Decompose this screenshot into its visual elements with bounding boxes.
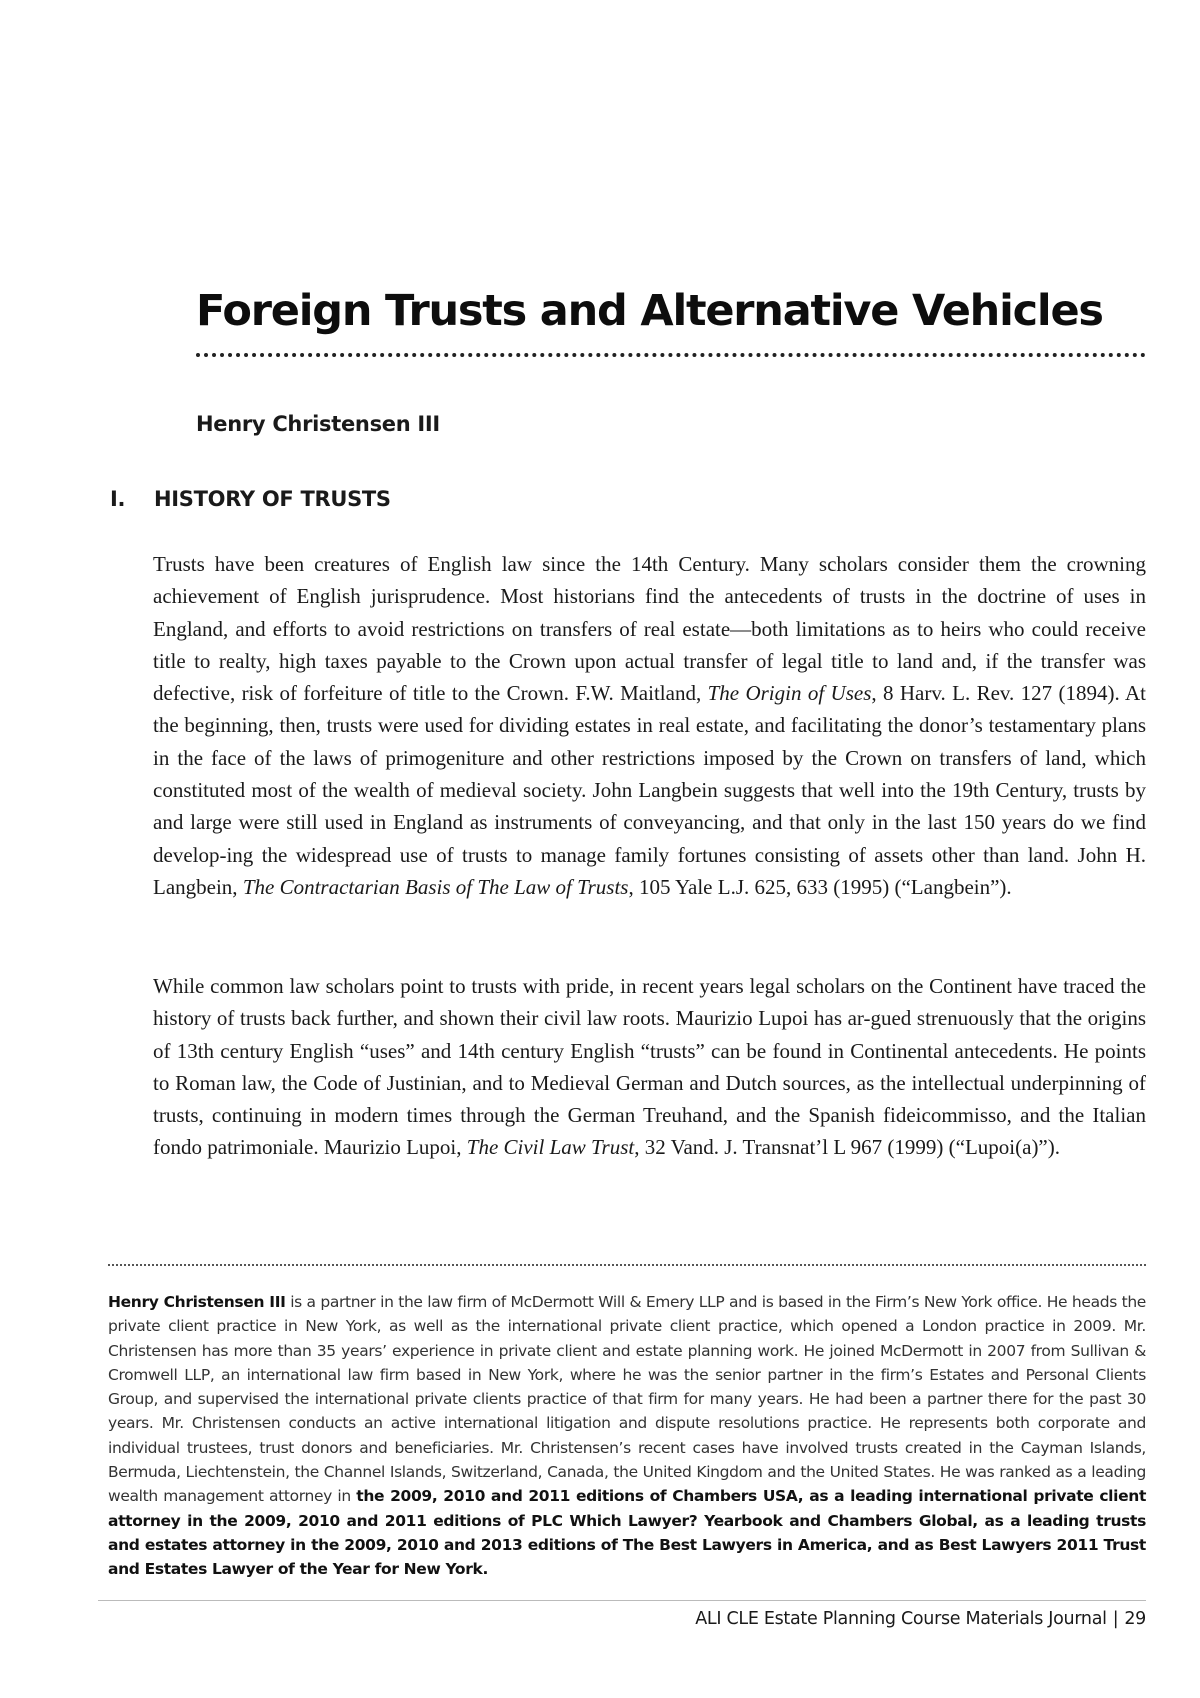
section-heading — [110, 485, 391, 513]
paragraph-text: , 32 Vand. J. Transnat’l L 967 (1999) (“Lupoi(a)”). — [634, 1135, 1060, 1160]
author-bio — [108, 1290, 1146, 1582]
page-footer — [695, 1607, 1146, 1631]
journal-name: ALI CLE Estate Planning Course Materials Journal — [695, 1609, 1107, 1629]
bio-text-bold: the 2009, 2010 and 2011 editions of Chambers USA, as a leading international private client attorney in the 2009, 2010 and 2011 editions of PLC Which Lawyer? Yearbook and Chambers Global, as a leading trusts and estates attorney in the 2009, 2010 and 2013 editions of The Best Lawyers in America, and as Best Lawyers 2011 Trust and Estates Lawyer of the Year for New York. — [108, 1487, 1147, 1579]
section-title: HISTORY OF TRUSTS — [154, 487, 391, 511]
article-title: Foreign Trusts and Alternative Vehicles — [196, 286, 1103, 336]
paragraph-text: While common law scholars point to trusts with pride, in recent years legal scholars on the Continent have traced the history of trusts back further, and shown their civil law roots. Maurizio Lupoi has ar-gued strenuously that the origins of 13th century English “uses” and 14th century English “trusts” can be found in Continental antecedents. He points to Roman law, the Code of Justinian, and to Medieval German and Dutch sources, as the intellectual underpinning of trusts, continuing in modern times through the German Treuhand, and the Spanish fideicommisso, and the Italian fondo patrimoniale. Maurizio Lupoi, — [153, 974, 1146, 1160]
footer-separator: | — [1112, 1609, 1119, 1629]
bio-author-name: Henry Christensen III — [108, 1293, 286, 1311]
case-citation-title: The Civil Law Trust — [466, 1135, 635, 1160]
author-name: Henry Christensen III — [196, 412, 440, 436]
body-paragraph-1 — [153, 548, 1146, 903]
section-number: I. — [110, 487, 126, 511]
title-dotted-divider — [196, 353, 1146, 357]
page-number: 29 — [1124, 1609, 1146, 1629]
paragraph-text: Trusts have been creatures of English law since the 14th Century. Many scholars consider them the crowning achievement of English jurisprudence. Most historians find the antecedents of trusts in the doctrine of uses in England, and efforts to avoid restrictions on transfers of real estate—both limitations as to heirs who could receive title to realty, high taxes payable to the Crown upon actual transfer of legal title to land and, if the transfer was defective, risk of forfeiture of title to the Crown. F.W. Maitland, — [153, 552, 1146, 706]
bio-text: is a partner in the law firm of McDermott Will & Emery LLP and is based in the Firm’s New York office. He heads the private client practice in New York, as well as the international private client practice, which opened a London practice in 2009. Mr. Christensen has more than 35 years’ experience in private client and estate planning work. He joined McDermott in 2007 from Sullivan & Cromwell LLP, an international law firm based in New York, where he was the senior partner in the firm’s Estates and Personal Clients Group, and supervised the international private clients practice of that firm for many years. He had been a partner there for the past 30 years. Mr. Christensen conducts an active international litigation and dispute resolutions practice. He represents both corporate and individual trustees, trust donors and beneficiaries. Mr. Christensen’s recent cases have involved trusts created in the Cayman Islands, Bermuda, Liechtenstein, the Channel Islands, Switzerland, Canada, the United Kingdom and the United States. He was ranked as a leading wealth management attorney in — [108, 1293, 1146, 1506]
body-paragraph-2 — [153, 970, 1146, 1164]
case-citation-title: The Origin of Uses — [707, 681, 872, 706]
paragraph-text: , 105 Yale L.J. 625, 633 (1995) (“Langbein”). — [628, 874, 1012, 899]
footer-divider — [98, 1600, 1146, 1601]
footnote-dotted-divider — [108, 1264, 1146, 1266]
paragraph-text: , 8 Harv. L. Rev. 127 (1894). At the beginning, then, trusts were used for dividing estates in real estate, and facilitating the donor’s testamentary plans in the face of the laws of primogeniture and other restrictions imposed by the Crown on transfers of land, which constituted most of the wealth of medieval society. John Langbein suggests that well into the 19th Century, trusts by and large were still used in England as instruments of conveyancing, and that only in the last 150 years do we find develop-ing the widespread use of trusts to manage family fortunes consisting of assets other than land. John H. Langbein, — [153, 681, 1146, 899]
case-citation-title: The Contractarian Basis of The Law of Trusts — [242, 874, 629, 899]
